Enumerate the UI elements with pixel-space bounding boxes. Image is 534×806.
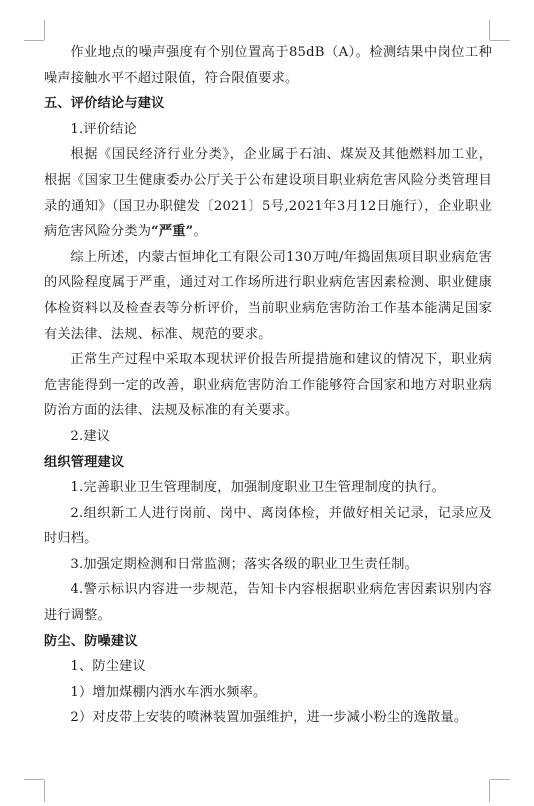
section-heading-conclusion: 五、评价结论与建议: [44, 96, 165, 112]
list-item-org-4: 4.警示标识内容进一步规范，告知卡内容根据职业病危害因素识别内容进行调整。: [44, 582, 492, 624]
list-item-dust-2: 2）对皮带上安装的喷淋装置加强维护，进一步减小粉尘的逸散量。: [70, 710, 468, 726]
risk-level-emphasis: “严重”: [151, 224, 194, 240]
risk-classification-text: 根据《国民经济行业分类》，企业属于石油、煤炭及其他燃料加工业，根据《国家卫生健康委办公厅关于公布建设项目职业病危害风险分类管理目录的通知》（国卫办职健发〔2021〕5号,2021年3月12日施行），企业职业病危害风险分类为: [44, 147, 492, 240]
crop-mark-bottom-left: [44, 780, 45, 802]
document-body: [44, 40, 492, 731]
crop-mark-top-right: [489, 20, 490, 40]
paragraph-noise-result: 作业地点的噪声强度有个别位置高于85dB（A）。检测结果中岗位工种噪声接触水平不超过限值，符合限值要求。: [44, 45, 492, 86]
crop-mark-bottom-right: [489, 780, 490, 802]
subheading-recommendations: 2.建议: [70, 428, 111, 444]
crop-mark-bottom-right-horizontal: [490, 779, 510, 780]
crop-mark-bottom-left-horizontal: [24, 779, 44, 780]
crop-mark-top-left: [44, 20, 45, 40]
list-item-dust-1: 1）增加煤棚内洒水车洒水频率。: [70, 684, 267, 700]
list-item-org-3: 3.加强定期检测和日常监测；落实各级的职业卫生责任制。: [70, 556, 419, 572]
crop-mark-top-right-horizontal: [490, 40, 510, 41]
heading-organization-management: 组织管理建议: [44, 454, 125, 470]
subheading-evaluation-conclusion: 1.评价结论: [70, 121, 137, 137]
risk-classification-end: 。: [193, 224, 207, 240]
crop-mark-top-left-horizontal: [24, 40, 44, 41]
paragraph-summary: 综上所述，内蒙古恒坤化工有限公司130万吨/年捣固焦项目职业病危害的风险程度属于严重，通过对工作场所进行职业病危害因素检测、职业健康体检资料以及检查表等分析评价，当前职业病危害防治工作基本能满足国家有关法律、法规、标准、规范的要求。: [44, 249, 492, 342]
paragraph-risk-classification: [44, 142, 492, 244]
paragraph-improvement: 正常生产过程中采取本现状评价报告所提措施和建议的情况下，职业病危害能得到一定的改善，职业病危害防治工作能够符合国家和地方对职业病防治方面的法律、法规及标准的有关要求。: [44, 352, 492, 419]
list-item-org-1: 1.完善职业卫生管理制度，加强制度职业卫生管理制度的执行。: [70, 480, 445, 496]
list-item-org-2: 2.组织新工人进行岗前、岗中、离岗体检，并做好相关记录，记录应及时归档。: [44, 505, 492, 547]
subheading-dust: 1、防尘建议: [70, 659, 146, 675]
heading-dust-noise: 防尘、防噪建议: [44, 633, 138, 649]
